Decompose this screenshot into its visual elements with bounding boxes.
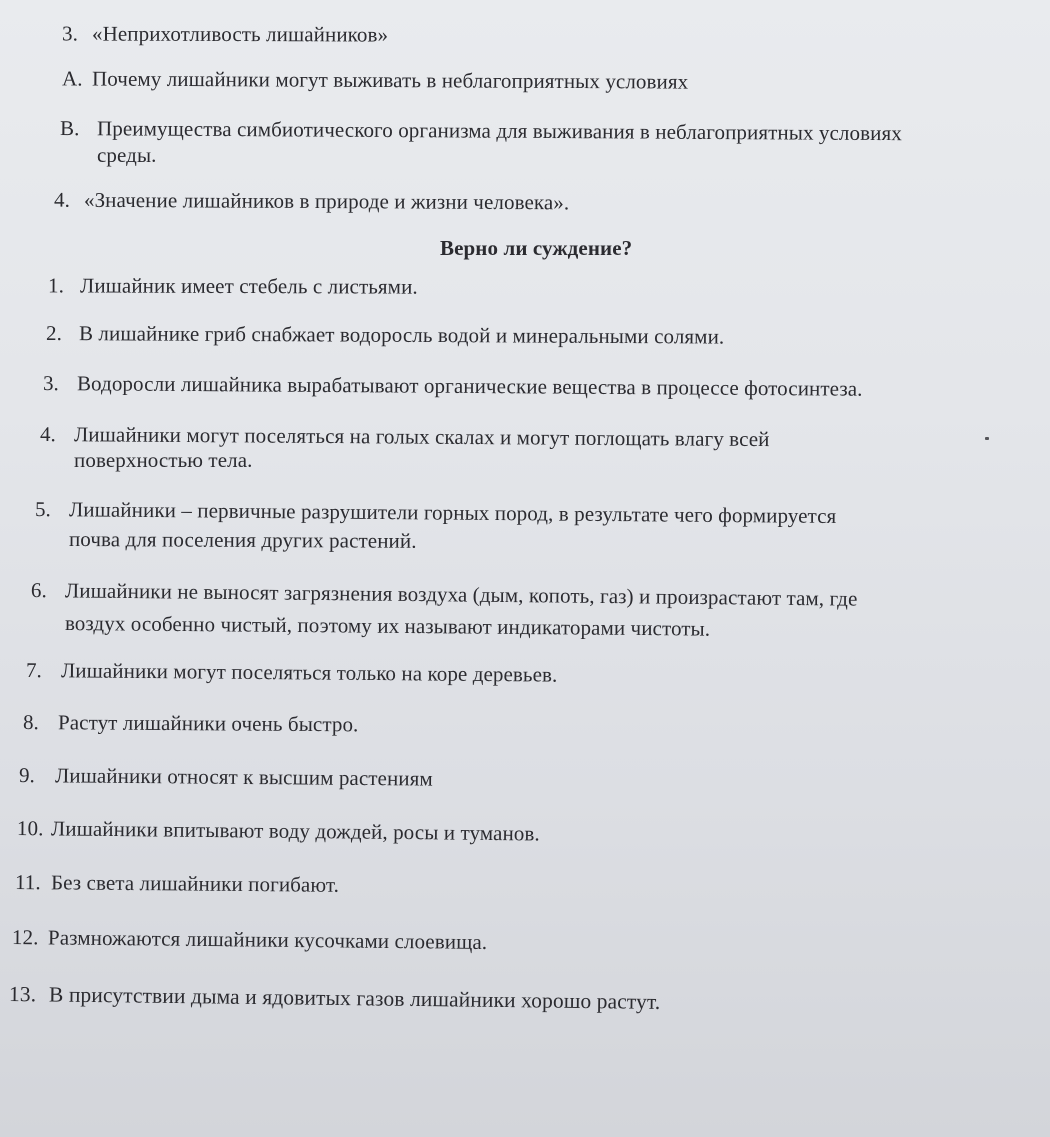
- statement-text: Лишайники не выносят загрязнения воздуха (дым, копоть, газ) и произрастают там, где: [64, 578, 858, 611]
- statement-continuation: поверхностью тела.: [74, 448, 253, 472]
- statement-item: [17, 816, 540, 845]
- statement-text: Лишайники относят к высшим растениям: [54, 763, 433, 791]
- statement-number: 8.: [22, 710, 40, 735]
- statement-continuation: воздух особенно чистый, поэтому их называют индикаторами чистоты.: [64, 611, 711, 641]
- statement-number: 9.: [18, 763, 36, 788]
- statement-continuation: почва для поселения других растений.: [68, 527, 417, 553]
- topic-number: B.: [59, 116, 80, 141]
- statement-item: [43, 371, 863, 401]
- statement-text: Лишайники – первичные разрушители горных пород, в результате чего формируется: [68, 497, 837, 528]
- statement-item: [19, 763, 433, 791]
- statement-number: 11.: [14, 870, 41, 895]
- topic-number: 4.: [53, 187, 71, 212]
- topic-number: A.: [61, 66, 83, 91]
- statement-number: 10.: [16, 816, 44, 841]
- statement-text: Лишайники могут поселяться только на коре деревьев.: [60, 658, 558, 687]
- statement-text: Растут лишайники очень быстро.: [57, 710, 359, 737]
- statement-item: [48, 273, 418, 298]
- statement-number: 7.: [25, 658, 43, 683]
- stray-mark: [985, 437, 989, 440]
- statement-number: 13.: [8, 982, 37, 1007]
- statement-number: 5.: [34, 497, 52, 522]
- topic-item: [62, 21, 388, 46]
- statement-number: 12.: [11, 925, 39, 950]
- statement-item: [46, 321, 724, 349]
- statement-text: Водоросли лишайника вырабатывают органические вещества в процессе фотосинтеза.: [76, 371, 863, 401]
- topic-text: «Неприхотливость лишайников»: [91, 21, 389, 47]
- statement-item: [23, 710, 359, 736]
- topic-text: Преимущества симбиотического организма для выживания в неблагоприятных условиях: [96, 116, 902, 146]
- statement-text: В присутствии дыма и ядовитых газов лишайники хорошо растут.: [48, 982, 661, 1014]
- topic-item: [54, 188, 569, 215]
- statement-text: Лишайники могут поселяться на голых скалах и могут поглощать влагу всей: [73, 422, 770, 452]
- statement-item: [15, 870, 339, 897]
- statement-number: 3.: [42, 371, 60, 396]
- statement-text: Размножаются лишайники кусочками слоевища.: [47, 925, 488, 954]
- topic-text: Почему лишайники могут выживать в неблагоприятных условиях: [91, 66, 689, 94]
- statement-number: 4.: [39, 422, 57, 447]
- statement-number: 6.: [30, 578, 48, 603]
- topic-number: 3.: [61, 21, 78, 46]
- statement-item: [12, 925, 487, 954]
- statement-text: В лишайнике гриб снабжает водоросль водой и минеральными солями.: [78, 321, 725, 349]
- statement-text: Лишайники впитывают воду дождей, росы и туманов.: [50, 816, 540, 846]
- topic-item: [60, 116, 902, 145]
- statement-number: 2.: [45, 321, 63, 346]
- statement-text: Лишайник имеет стебель с листьями.: [79, 273, 418, 299]
- statement-text: Без света лишайники погибают.: [50, 870, 340, 897]
- section-heading: Верно ли суждение?: [440, 236, 633, 260]
- statement-item: [35, 497, 837, 528]
- topic-text: «Значение лишайников в природе и жизни человека».: [83, 187, 570, 215]
- statement-number: 1.: [47, 273, 64, 298]
- topic-continuation: среды.: [97, 143, 157, 167]
- statement-item: [9, 982, 661, 1014]
- statement-item: [40, 422, 770, 451]
- statement-item: [31, 578, 858, 611]
- topic-item: [62, 66, 688, 93]
- statement-item: [26, 658, 558, 687]
